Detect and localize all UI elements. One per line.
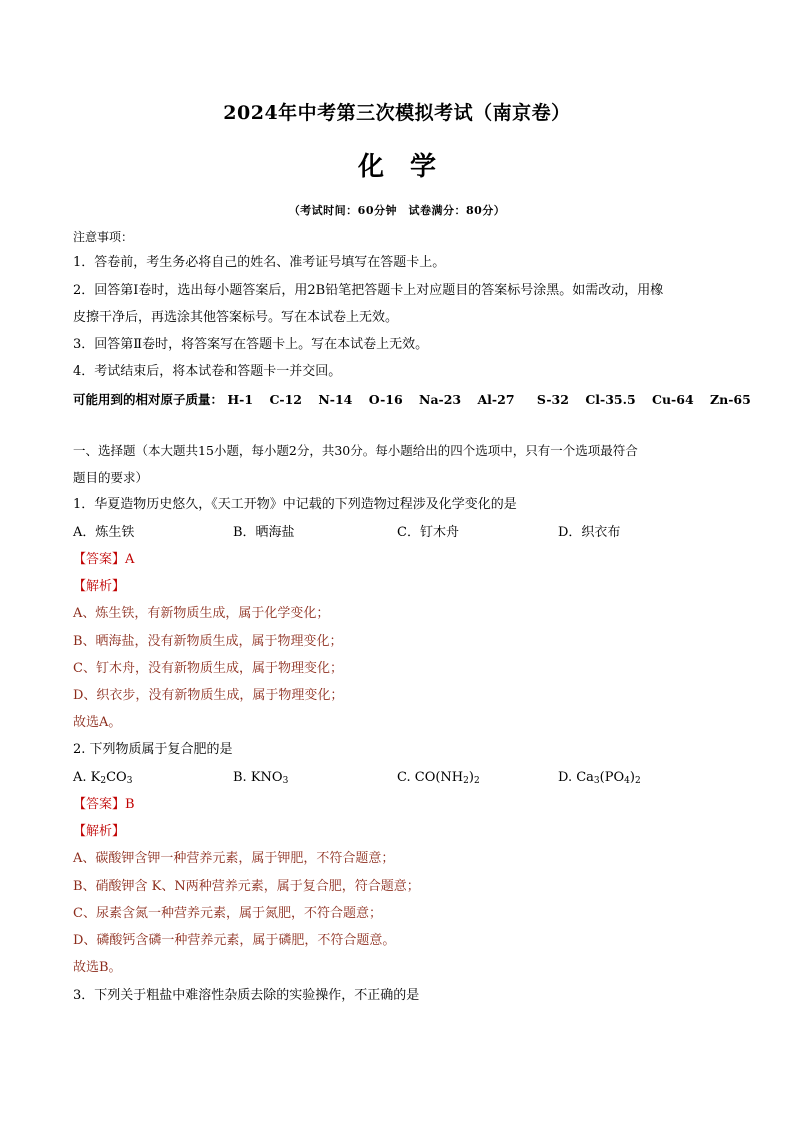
q2-analysis-c: C、尿素含氮一种营养元素，属于氮肥，不符合题意； [73,906,382,921]
atomic-mass-item: Na-23 [419,392,462,407]
atomic-mass-label: 可能用到的相对原子质量： [73,392,224,407]
atomic-mass-item: S-32 [536,392,569,407]
notice-item-3: 3．回答第Ⅱ卷时，将答案写在答题卡上。写在本试卷上无效。 [73,337,429,352]
q1-option-a: A．炼生铁 [73,525,135,540]
q1-analysis-a: A、炼生铁，有新物质生成，属于化学变化； [73,606,330,621]
question-2-stem: 2. 下列物质属于复合肥的是 [73,742,233,757]
q2-analysis-label: 【解析】 [73,824,126,839]
section-heading-cont: 题目的要求） [73,470,149,485]
q1-analysis-label: 【解析】 [73,579,126,594]
q2-analysis-d: D、磷酸钙含磷一种营养元素，属于磷肥，不符合题意。 [73,933,396,948]
atomic-mass-item: Zn-65 [710,392,751,407]
subject-title: 化学 [357,152,462,182]
exam-time-score: （考试时间：60分钟 试卷满分：80分） [288,204,506,217]
atomic-mass-item: Cu-64 [652,392,694,407]
notice-item-2-cont: 皮擦干净后，再选涂其他答案标号。写在本试卷上无效。 [73,310,399,325]
q2-analysis-b: B、硝酸钾含 K、N两种营养元素，属于复合肥，符合题意； [73,879,420,894]
atomic-mass-item: Cl-35.5 [585,392,636,407]
q1-option-b: B．晒海盐 [233,525,295,540]
q2-option-b: B. $KNO_3$ [233,770,289,786]
atomic-mass-item: O-16 [368,392,403,407]
notice-item-1: 1．答卷前，考生务必将自己的姓名、准考证号填写在答题卡上。 [73,255,446,270]
question-1-stem: 1．华夏造物历史悠久，《天工开物》中记载的下列造物过程涉及化学变化的是 [73,497,517,512]
notice-item-4: 4．考试结束后，将本试卷和答题卡一并交回。 [73,364,342,379]
atomic-mass-item: C-12 [269,392,302,407]
q1-option-c: C．钉木舟 [397,525,459,540]
q2-option-a: A. $K_2CO_3$ [73,770,133,786]
q2-option-c: C. $CO(NH_2)_2$ [397,770,480,786]
q1-analysis-d: D、织衣步，没有新物质生成，属于物理变化； [73,688,344,703]
atomic-mass-item: H-1 [227,392,254,407]
q1-conclusion: 故选A。 [73,715,122,730]
atomic-mass-item: N-14 [318,392,353,407]
exam-title: 2024年中考第三次模拟考试（南京卷） [223,102,571,124]
q1-analysis-b: B、晒海盐，没有新物质生成，属于物理变化； [73,634,343,649]
notice-heading: 注意事项： [73,230,134,244]
q2-conclusion: 故选B。 [73,960,122,975]
q2-answer: 【答案】B [73,797,135,812]
question-3-stem: 3．下列关于粗盐中难溶性杂质去除的实验操作，不正确的是 [73,988,420,1003]
q1-analysis-c: C、钉木舟，没有新物质生成，属于物理变化； [73,661,343,676]
section-heading: 一、选择题（本大题共15小题，每小题2分，共30分。每小题给出的四个选项中，只有一个选项最符合 [73,443,638,458]
q1-option-d: D．织衣布 [558,525,621,540]
q2-analysis-a: A、碳酸钾含钾一种营养元素，属于钾肥，不符合题意； [73,851,395,866]
atomic-mass-line [73,391,763,409]
q1-answer: 【答案】A [73,552,135,567]
atomic-mass-item: Al-27 [477,392,515,407]
q2-option-d: D. $Ca_3(PO_4)_2$ [558,770,641,786]
notice-item-2: 2．回答第Ⅰ卷时，选出每小题答案后，用2B铅笔把答题卡上对应题目的答案标号涂黑。如需改动，用橡 [73,283,664,298]
